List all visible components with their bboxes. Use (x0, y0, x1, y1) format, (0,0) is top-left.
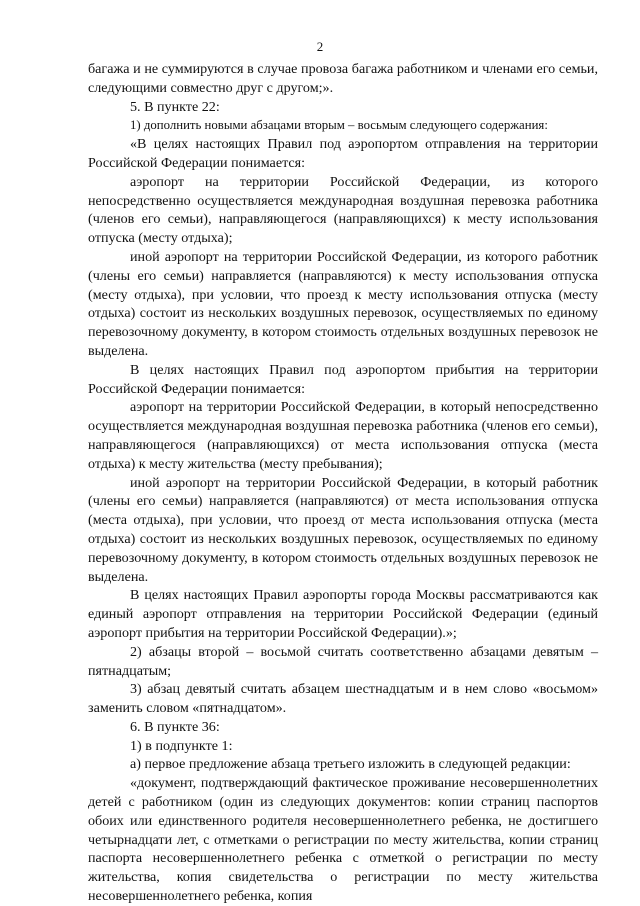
paragraph-1: багажа и не суммируются в случае провоза багажа работником и членами его семьи, следующими совместно друг с другом;». (88, 61, 598, 96)
paragraph-3: 1) дополнить новыми абзацами вторым – восьмым следующего содержания: (130, 118, 548, 133)
page-number: 2 (316, 39, 324, 54)
paragraph-6: иной аэропорт на территории Российской Федерации, из которого работник (члены его семьи) направляется (направляются) к месту использования отпуска (месту отдыха), при условии, что проезд к месту использования отпуска (месту отдыха) состоит из нескольких воздушных перевозок, осуществляемых по единому перевозочному документу, в котором стоимость отдельных воздушных перевозок не выделена. (88, 248, 598, 359)
document-body (88, 60, 598, 906)
paragraph-8: аэропорт на территории Российской Федерации, в который непосредственно осуществляется международная воздушная перевозка работника (членов его семьи), направляющегося (направляющихся) от места использования отпуска (места отдыха) к месту жительства (месту пребывания); (88, 399, 598, 472)
paragraph-14: 1) в подпункте 1: (130, 737, 233, 754)
paragraph-13: 6. В пункте 36: (130, 718, 220, 735)
paragraph-9: иной аэропорт на территории Российской Федерации, в который работник (члены его семьи) направляется (направляются) от места использования отпуска (места отдыха), при условии, что проезд от места использования отпуска (места отдыха) состоит из нескольких воздушных перевозок, осуществляемых по единому перевозочному документу, в котором стоимость отдельных воздушных перевозок не выделена. (88, 474, 598, 585)
paragraph-4: «В целях настоящих Правил под аэропортом отправления на территории Российской Федерации понимается: (88, 136, 598, 171)
paragraph-16: «документ, подтверждающий фактическое проживание несовершеннолетних детей с работником (один из следующих документов: копии страниц паспортов обоих или единственного родителя несовершеннолетнего ребенка, не достигшего четырнадцати лет, с отметками о регистрации по месту жительства, копии страниц паспорта несовершеннолетнего ребенка с отметкой о регистрации по месту жительства, копия свидетельства о регистрации по месту жительства несовершеннолетнего ребенка, копия (88, 775, 598, 905)
paragraph-2: 5. В пункте 22: (130, 98, 220, 115)
paragraph-5: аэропорт на территории Российской Федерации, из которого непосредственно осуществляется международная воздушная перевозка работника (членов его семьи), направляющегося (направляющихся) к месту использования отпуска (месту отдыха); (88, 173, 598, 247)
paragraph-15: а) первое предложение абзаца третьего изложить в следующей редакции: (130, 756, 571, 773)
paragraph-7: В целях настоящих Правил под аэропортом прибытия на территории Российской Федерации понимается: (88, 361, 598, 397)
paragraph-10: В целях настоящих Правил аэропорты города Москвы рассматриваются как единый аэропорт отправления на территории Российской Федерации (единый аэропорт прибытия на территории Российской Федерации).»; (88, 587, 598, 641)
paragraph-11: 2) абзацы второй – восьмой считать соответственно абзацами девятым – пятнадцатым; (88, 643, 598, 679)
paragraph-12: 3) абзац девятый считать абзацем шестнадцатым и в нем слово «восьмом» заменить словом «пятнадцатом». (88, 681, 598, 717)
